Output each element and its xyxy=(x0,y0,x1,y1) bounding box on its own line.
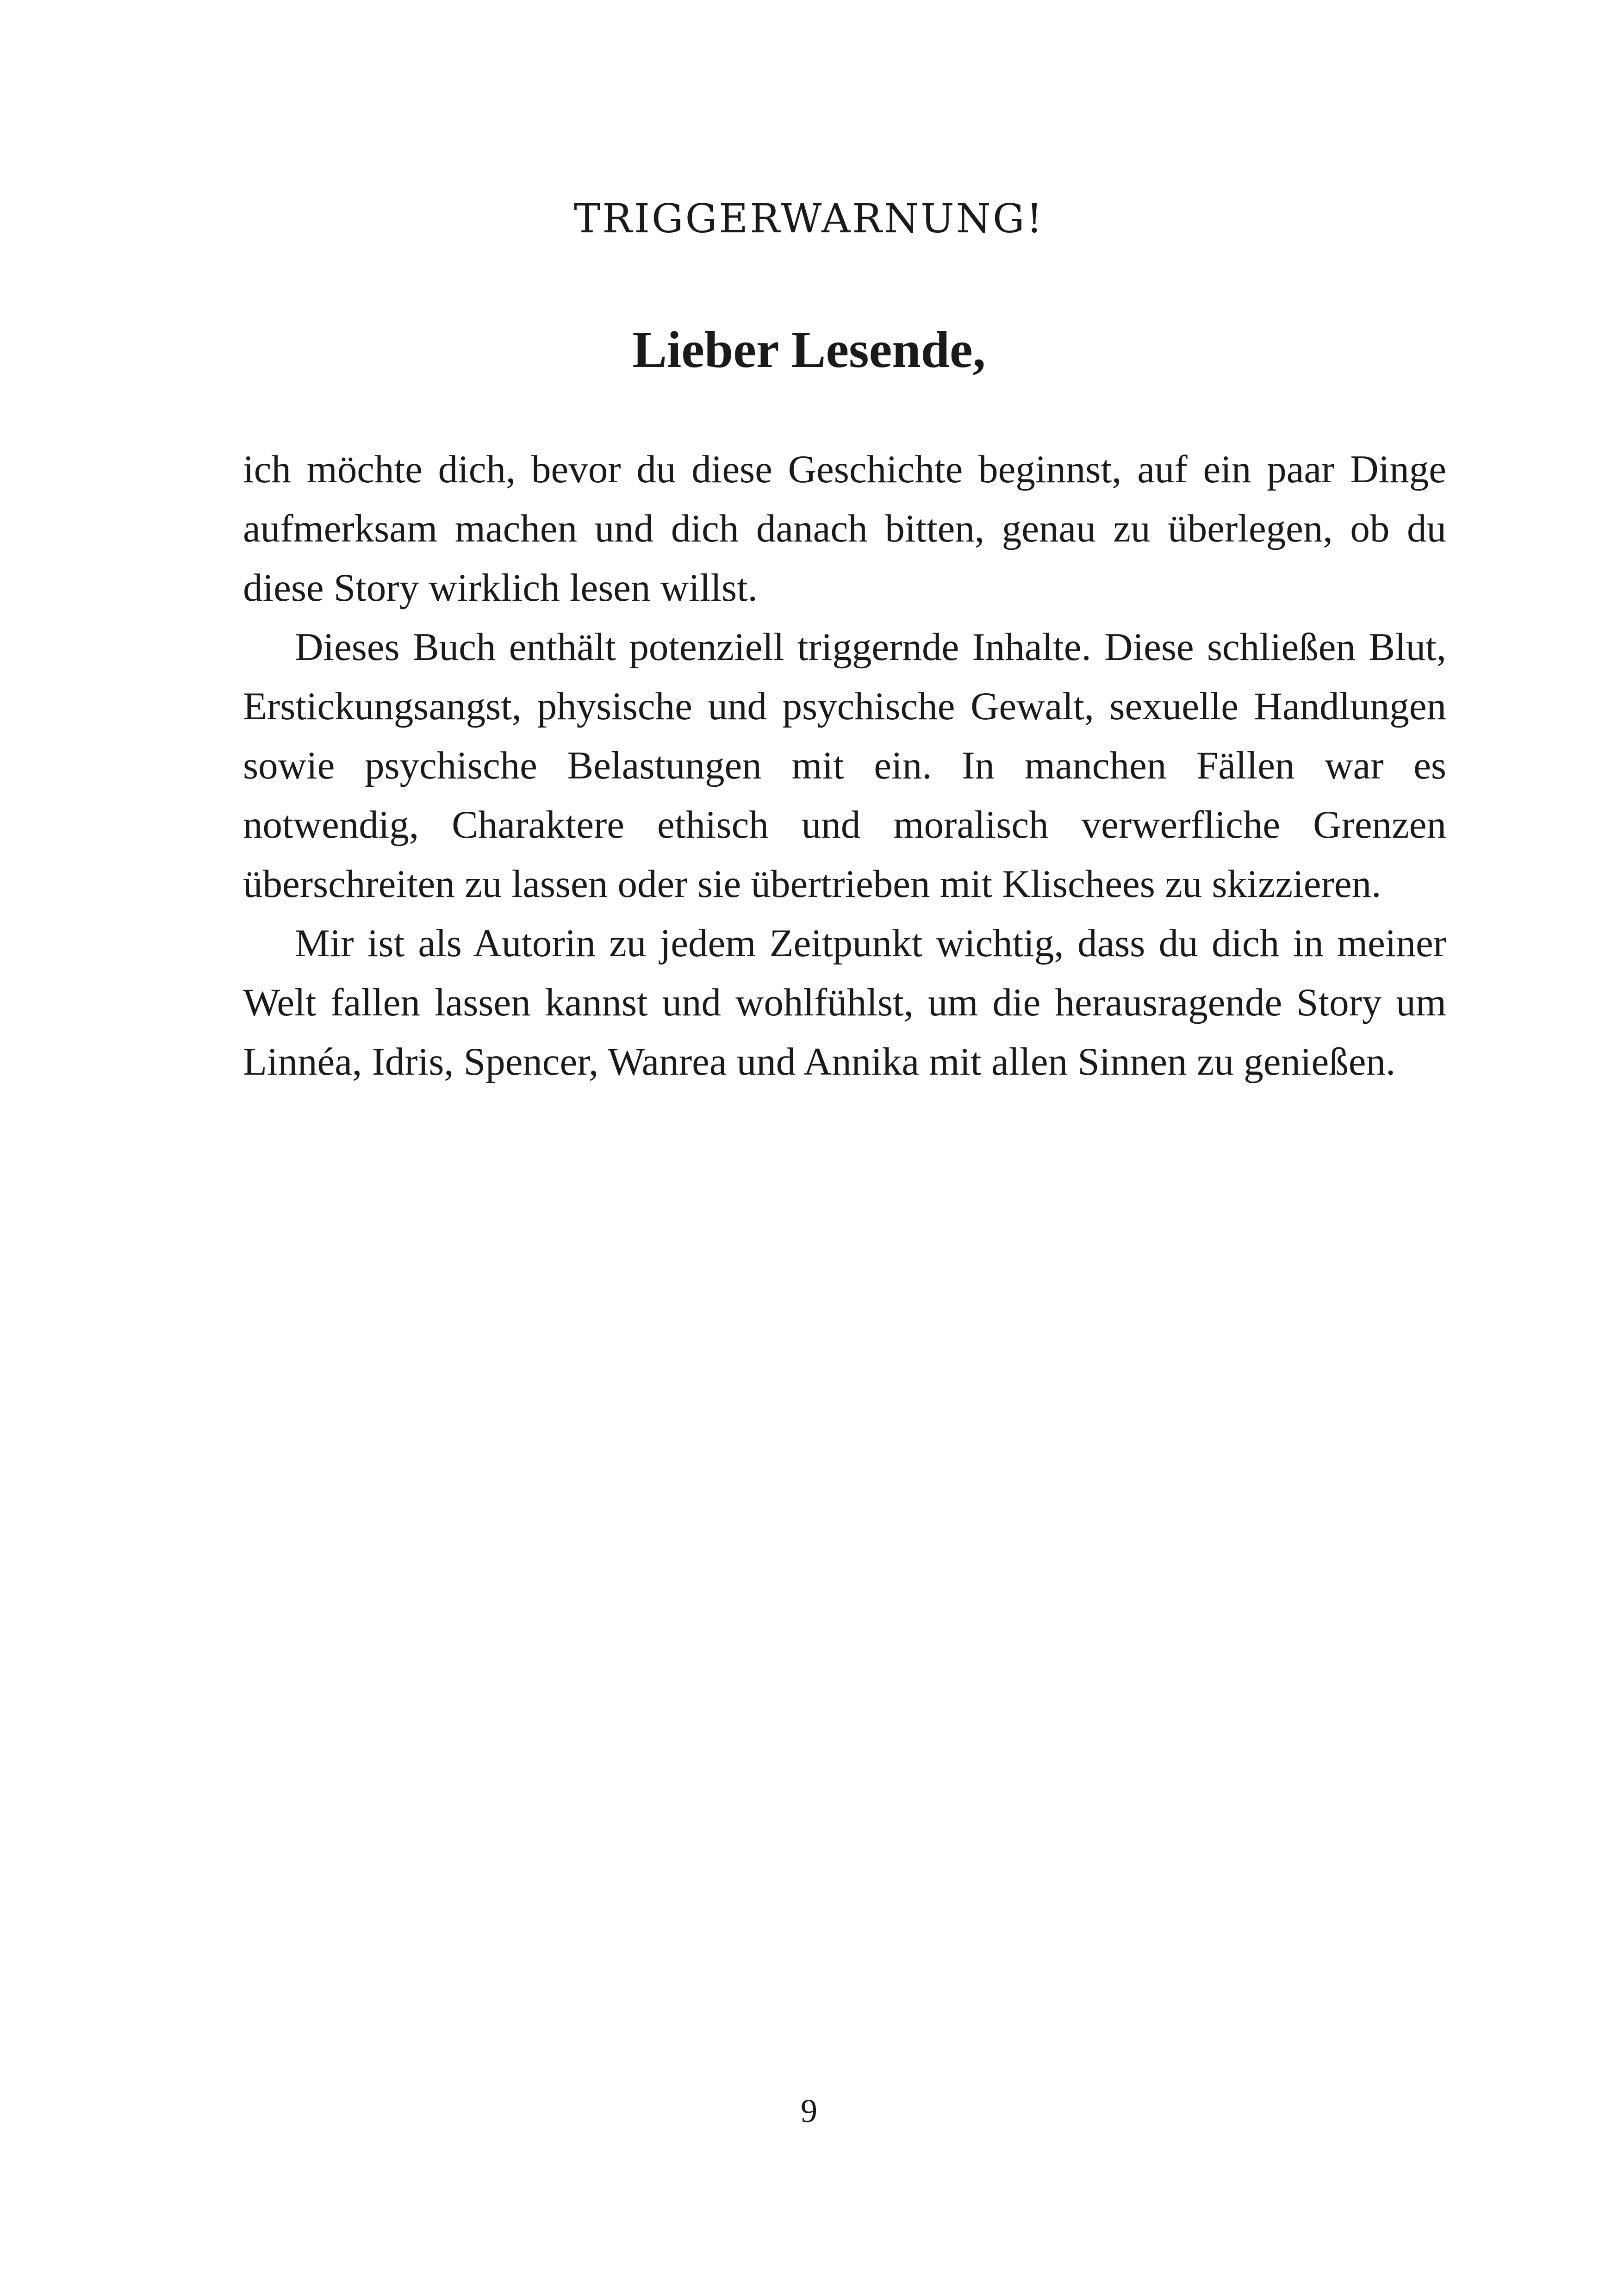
salutation: Lieber Lesende, xyxy=(632,321,986,379)
paragraph-2: Dieses Buch enthält potenziell triggernde Inhalte. Diese schließen Blut, Erstickungsangst, physische und psychische Gewalt, sexuelle Handlungen sowie psychische Belastungen mit ein. In manchen Fällen war es notwendig, Charaktere ethisch und moralisch verwerfliche Grenzen überschreiten zu lassen oder sie übertrieben mit Klischees zu skizzieren. xyxy=(243,625,1446,906)
page-number: 9 xyxy=(801,2092,817,2129)
paragraph-1: ich möchte dich, bevor du diese Geschichte beginnst, auf ein paar Dinge aufmerksam machen und dich danach bitten, genau zu überlegen, ob du diese Story wirklich lesen willst. xyxy=(243,448,1446,610)
page-heading: TRIGGERWARNUNG! xyxy=(573,196,1045,242)
body-text xyxy=(243,440,1446,1091)
paragraph-3: Mir ist als Autorin zu jedem Zeitpunkt wichtig, dass du dich in meiner Welt fallen lassen kannst und wohlfühlst, um die herausragende Story um Linnéa, Idris, Spencer, Wanrea und Annika mit allen Sinnen zu genießen. xyxy=(243,921,1446,1083)
